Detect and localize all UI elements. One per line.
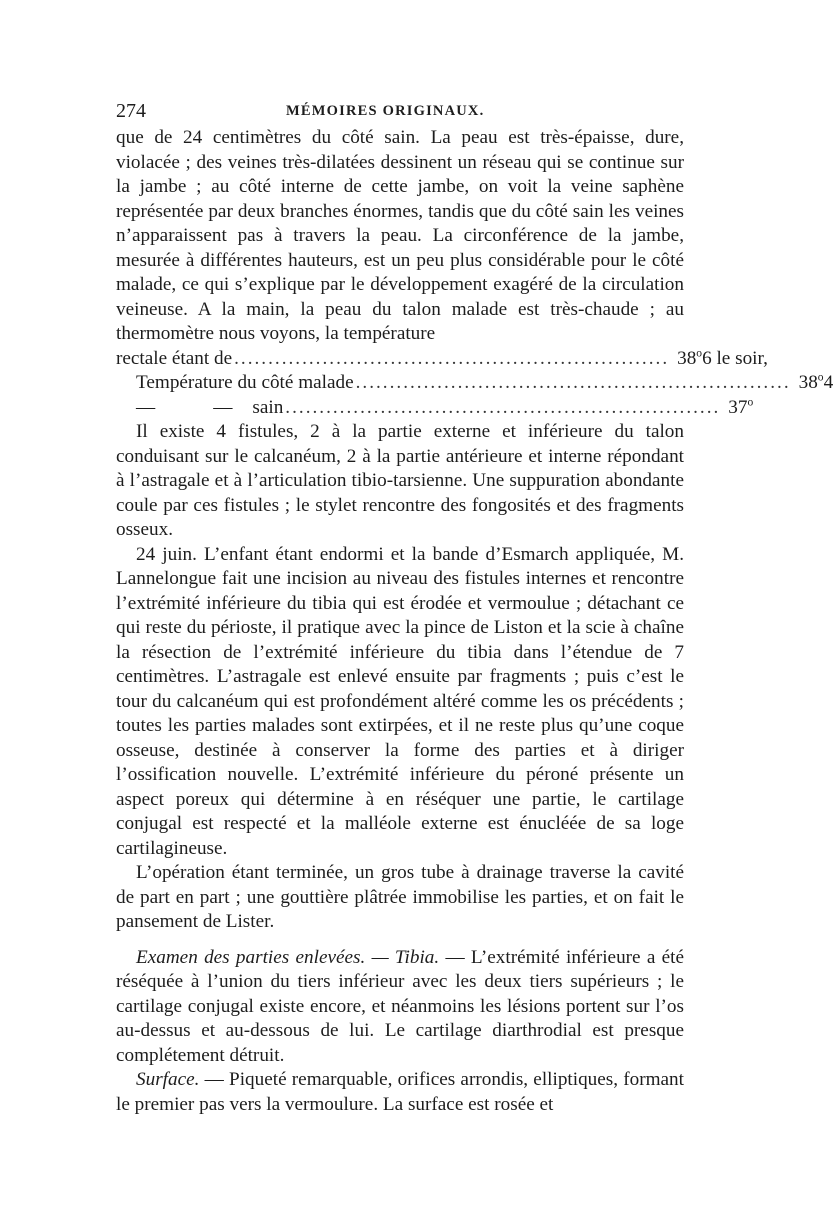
body-text [116, 126, 833, 1117]
healthy-side-temperature-label: sain [252, 396, 284, 418]
paragraph-dressing: L’opération étant terminée, un gros tube à drainage traverse la cavité de part en part ; une gouttière plâtrée immobilise les parties, et on fait le pansement de Lister. [116, 862, 684, 932]
paragraph-continuation: que de 24 centimètres du côté sain. La peau est très-épaisse, dure, violacée ; des veines très-dilatées dessinent un réseau qui se continue sur la jambe ; au côté interne de cette jambe, on voit la veine saphène représentée par deux branches énormes, tandis que du côté sain les veines n’apparaissent pas à travers la peau. La circonférence de la jambe, mesurée à différentes hauteurs, est un peu plus considérable pour le côté malade, ce qui s’explique par le développement exagéré de la circulation veineuse. A la main, la peau du talon malade est très-chaude ; au thermomètre nous voyons, la température [116, 127, 684, 344]
healthy-side-temperature-row [116, 396, 754, 421]
affected-side-temperature-label: Température du côté malade [136, 372, 354, 393]
paragraph-examination [116, 946, 684, 1069]
paragraph-surface [116, 1068, 684, 1117]
dot-leader: ................................................................ [355, 372, 791, 393]
page-number: 274 [116, 100, 146, 122]
book-page [116, 96, 833, 1117]
running-head: MÉMOIRES ORIGINAUX. [286, 103, 485, 119]
rectal-temperature-label: rectale étant de [116, 347, 233, 369]
surface-text: — Piqueté remarquable, orifices arrondis, elliptiques, formant le premier pas vers la vermoulure. La surface est rosée et [116, 1069, 684, 1115]
healthy-side-temperature-value: 37$^o$ [728, 396, 754, 418]
paragraph-fistules: Il existe 4 fistules, 2 à la partie externe et inférieure du talon conduisant sur le calcanéum, 2 à la partie antérieure et interne répondant à l’astragale et à l’articulation tibio-tarsienne. Une suppuration abondante coule par ces fistules ; le stylet rencontre des fongosités et des fragments osseux. [116, 421, 684, 540]
ditto-dash: — [213, 396, 233, 418]
ditto-dash: — [136, 396, 156, 418]
surface-heading: Surface. [136, 1069, 200, 1090]
rectal-temperature-row [116, 347, 768, 372]
paragraph-operation: 24 juin. L’enfant étant endormi et la bande d’Esmarch appliquée, M. Lannelongue fait une incision au niveau des fistules internes et rencontre l’extrémité inférieure du tibia qui est érodée et vermoulue ; détachant ce qui reste du périoste, il pratique avec la pince de Liston et la scie à chaîne la résection de l’extrémité inférieure du tibia dans l’étendue de 7 centimètres. L’astragale est enlevé ensuite par fragments ; puis c’est le tour du calcanéum qui est profondément altéré comme les os précédents ; toutes les parties malades sont extirpées, et il ne reste plus qu’une coque osseuse, destinée à conserver la forme des parties et à diriger l’ossification nouvelle. L’extrémité inférieure du péroné présente un aspect poreux qui détermine à en réséquer une partie, le cartilage conjugal est respecté et la malléole externe est énucléée de sa loge cartilagineuse. [116, 543, 684, 859]
examination-heading: Examen des parties enlevées. — Tibia. [136, 946, 440, 968]
rectal-temperature-value: 38$^o$6 le soir, [677, 347, 768, 369]
dot-leader: ................................................................ [234, 347, 670, 369]
page-header [116, 96, 684, 126]
affected-side-temperature-row [116, 371, 833, 396]
dot-leader: ................................................................ [285, 396, 721, 418]
affected-side-temperature-value: 38$^o$4 [798, 371, 833, 393]
examination-text: — L’extrémité inférieure a été réséquée à l’union du tiers inférieur avec les deux tiers supérieurs ; le cartilage conjugal existe encore, et néanmoins les lésions portent sur l’os au-dessus et au-dessous de lui. Le cartilage diarthrodial est presque complétement détruit. [116, 946, 685, 1066]
